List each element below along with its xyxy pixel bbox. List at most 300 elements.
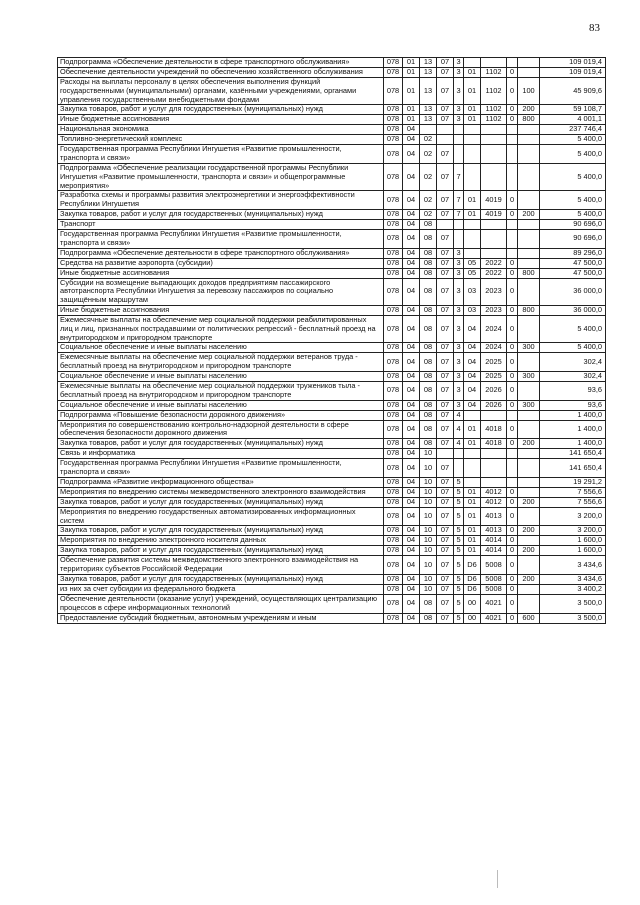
code-cell: 01 [403, 115, 420, 125]
code-cell: 04 [464, 400, 481, 410]
code-cell [454, 219, 464, 229]
code-cell: 04 [403, 536, 420, 546]
code-cell: 3 [454, 78, 464, 105]
table-row [58, 400, 606, 410]
table-row [58, 574, 606, 584]
code-cell: 08 [420, 439, 437, 449]
code-cell: 13 [420, 105, 437, 115]
amount-cell: 1 600,0 [540, 536, 606, 546]
code-cell: 078 [384, 546, 403, 556]
code-cell: 08 [420, 400, 437, 410]
code-cell: 01 [464, 105, 481, 115]
code-cell: 200 [518, 105, 540, 115]
code-cell: 2023 [481, 305, 507, 315]
page-number: 83 [589, 22, 600, 34]
code-cell: 078 [384, 305, 403, 315]
code-cell: 04 [403, 343, 420, 353]
amount-cell: 302,4 [540, 353, 606, 372]
code-cell: 07 [437, 305, 454, 315]
code-cell: 04 [464, 381, 481, 400]
amount-cell: 7 556,6 [540, 487, 606, 497]
table-row [58, 229, 606, 248]
code-cell: 04 [464, 343, 481, 353]
code-cell [437, 125, 454, 135]
code-cell: 08 [420, 219, 437, 229]
code-cell: 5 [454, 497, 464, 507]
code-cell: 08 [420, 268, 437, 278]
code-cell: 07 [437, 439, 454, 449]
code-cell [518, 536, 540, 546]
row-name: Связь и информатика [58, 449, 384, 459]
code-cell: 07 [437, 315, 454, 342]
code-cell: 08 [420, 305, 437, 315]
code-cell: 03 [464, 305, 481, 315]
code-cell [507, 125, 518, 135]
code-cell: 4 [454, 439, 464, 449]
code-cell: 08 [420, 229, 437, 248]
code-cell [507, 229, 518, 248]
row-name: Ежемесячные выплаты на обеспечение мер социальной поддержки ветеранов труда - бесплатный проезд на внутригородском и пригородном транспорте [58, 353, 384, 372]
code-cell: 0 [507, 343, 518, 353]
code-cell: 4021 [481, 613, 507, 623]
code-cell: 04 [403, 248, 420, 258]
code-cell: 0 [507, 381, 518, 400]
table-row [58, 343, 606, 353]
code-cell: 2026 [481, 381, 507, 400]
code-cell: 2025 [481, 371, 507, 381]
code-cell: 3 [454, 68, 464, 78]
code-cell [507, 219, 518, 229]
code-cell [437, 135, 454, 145]
code-cell: 078 [384, 526, 403, 536]
code-cell: 3 [454, 105, 464, 115]
code-cell [481, 163, 507, 190]
code-cell: 4 [454, 410, 464, 420]
code-cell: 01 [464, 497, 481, 507]
code-cell: 078 [384, 78, 403, 105]
code-cell: 3 [454, 115, 464, 125]
row-name: Разработка схемы и программы развития электроэнергетики и энергоэффективности Республики Ингушетия [58, 191, 384, 210]
code-cell: 01 [464, 78, 481, 105]
row-name: Расходы на выплаты персоналу в целях обеспечения выполнения функций государственными (муниципальными) органами, казёнными учреждениями, органами управления государственными внебюджетными фондами [58, 78, 384, 105]
code-cell [518, 58, 540, 68]
code-cell: 5 [454, 536, 464, 546]
code-cell [518, 191, 540, 210]
code-cell: 4021 [481, 594, 507, 613]
code-cell [518, 487, 540, 497]
code-cell: 4012 [481, 487, 507, 497]
code-cell [420, 125, 437, 135]
code-cell: 01 [464, 546, 481, 556]
code-cell: 02 [420, 163, 437, 190]
code-cell: 078 [384, 477, 403, 487]
code-cell [518, 594, 540, 613]
code-cell [518, 125, 540, 135]
table-row [58, 381, 606, 400]
code-cell: 04 [403, 477, 420, 487]
row-name: Иные бюджетные ассигнования [58, 115, 384, 125]
row-name: Социальное обеспечение и иные выплаты населению [58, 343, 384, 353]
amount-cell: 36 000,0 [540, 305, 606, 315]
code-cell [518, 420, 540, 439]
code-cell [518, 258, 540, 268]
row-name: Государственная программа Республики Ингушетия «Развитие промышленности, транспорта и связи» [58, 145, 384, 164]
code-cell: 02 [420, 209, 437, 219]
code-cell: 10 [420, 497, 437, 507]
code-cell: 078 [384, 507, 403, 526]
code-cell [481, 58, 507, 68]
code-cell: 4 [454, 420, 464, 439]
code-cell: 5 [454, 546, 464, 556]
code-cell: 3 [454, 381, 464, 400]
table-row [58, 78, 606, 105]
code-cell: 4013 [481, 526, 507, 536]
code-cell [507, 410, 518, 420]
code-cell [464, 248, 481, 258]
table-row [58, 191, 606, 210]
code-cell [507, 145, 518, 164]
row-name: Подпрограмма «Развитие информационного общества» [58, 477, 384, 487]
code-cell: 10 [420, 584, 437, 594]
code-cell: 04 [403, 258, 420, 268]
code-cell: 0 [507, 497, 518, 507]
code-cell: 078 [384, 58, 403, 68]
table-row [58, 487, 606, 497]
code-cell [481, 145, 507, 164]
code-cell: 3 [454, 258, 464, 268]
code-cell: 13 [420, 115, 437, 125]
code-cell [454, 459, 464, 478]
code-cell: 078 [384, 613, 403, 623]
table-row [58, 58, 606, 68]
row-name: Социальное обеспечение и иные выплаты населению [58, 400, 384, 410]
code-cell [507, 163, 518, 190]
code-cell: 200 [518, 526, 540, 536]
code-cell: 01 [403, 78, 420, 105]
code-cell: 4019 [481, 209, 507, 219]
row-name: Закупка товаров, работ и услуг для государственных (муниципальных) нужд [58, 526, 384, 536]
row-name: Обеспечение развития системы межведомственного электронного взаимодействия на территориях субъектов Российской Федерации [58, 556, 384, 575]
code-cell: 01 [464, 68, 481, 78]
amount-cell: 237 746,4 [540, 125, 606, 135]
code-cell: 07 [437, 78, 454, 105]
code-cell: 07 [437, 381, 454, 400]
code-cell: 03 [464, 278, 481, 305]
table-row [58, 556, 606, 575]
code-cell: 0 [507, 420, 518, 439]
row-name: Ежемесячные выплаты на обеспечение мер социальной поддержки реабилитированных лиц и лиц, признанных пострадавшими от политических репрессий - бесплатный проезд на внутригородском и пригородном транспорте [58, 315, 384, 342]
code-cell: 078 [384, 594, 403, 613]
code-cell: 04 [403, 613, 420, 623]
code-cell: 00 [464, 613, 481, 623]
code-cell: 0 [507, 268, 518, 278]
code-cell: 10 [420, 526, 437, 536]
code-cell: 08 [420, 258, 437, 268]
row-name: Государственная программа Республики Ингушетия «Развитие промышленности, транспорта и связи» [58, 229, 384, 248]
code-cell: 3 [454, 371, 464, 381]
amount-cell: 141 650,4 [540, 459, 606, 478]
code-cell: 078 [384, 556, 403, 575]
code-cell: 0 [507, 353, 518, 372]
code-cell [507, 248, 518, 258]
table-row [58, 594, 606, 613]
code-cell [518, 219, 540, 229]
code-cell: 04 [403, 229, 420, 248]
row-name: Топливно-энергетический комплекс [58, 135, 384, 145]
code-cell: 08 [420, 371, 437, 381]
code-cell: 4018 [481, 439, 507, 449]
code-cell: 04 [403, 459, 420, 478]
code-cell: 04 [403, 439, 420, 449]
code-cell: 00 [464, 594, 481, 613]
code-cell: 01 [464, 209, 481, 219]
code-cell [518, 507, 540, 526]
code-cell [518, 315, 540, 342]
code-cell [464, 163, 481, 190]
code-cell: 01 [464, 439, 481, 449]
code-cell: 04 [403, 526, 420, 536]
row-name: Национальная экономика [58, 125, 384, 135]
code-cell: 0 [507, 209, 518, 219]
amount-cell: 89 296,0 [540, 248, 606, 258]
table-row [58, 613, 606, 623]
code-cell: 07 [437, 209, 454, 219]
code-cell: 01 [464, 191, 481, 210]
code-cell: 01 [403, 58, 420, 68]
code-cell: 078 [384, 248, 403, 258]
code-cell: 5 [454, 487, 464, 497]
code-cell [464, 219, 481, 229]
table-row [58, 353, 606, 372]
code-cell: 5008 [481, 574, 507, 584]
code-cell: 5 [454, 594, 464, 613]
code-cell: 100 [518, 78, 540, 105]
row-name: Транспорт [58, 219, 384, 229]
code-cell: 01 [403, 68, 420, 78]
code-cell: 300 [518, 400, 540, 410]
table-row [58, 497, 606, 507]
code-cell: 078 [384, 315, 403, 342]
code-cell: 0 [507, 115, 518, 125]
code-cell: 078 [384, 487, 403, 497]
code-cell: 07 [437, 584, 454, 594]
code-cell: 07 [437, 459, 454, 478]
code-cell: 07 [437, 556, 454, 575]
code-cell [464, 135, 481, 145]
code-cell: 078 [384, 584, 403, 594]
row-name: Подпрограмма «Обеспечение деятельности в сфере транспортного обслуживания» [58, 58, 384, 68]
row-name: Обеспечение деятельности учреждений по обеспечению хозяйственного обслуживания [58, 68, 384, 78]
code-cell: 04 [403, 507, 420, 526]
code-cell: 2024 [481, 343, 507, 353]
code-cell: 05 [464, 258, 481, 268]
amount-cell: 5 400,0 [540, 163, 606, 190]
code-cell: 0 [507, 536, 518, 546]
code-cell [518, 278, 540, 305]
code-cell [518, 584, 540, 594]
code-cell: 08 [420, 420, 437, 439]
code-cell: 078 [384, 125, 403, 135]
code-cell: 078 [384, 105, 403, 115]
code-cell: 5 [454, 613, 464, 623]
code-cell: 0 [507, 78, 518, 105]
code-cell: 01 [464, 420, 481, 439]
amount-cell: 141 650,4 [540, 449, 606, 459]
row-name: Мероприятия по внедрению электронного носителя данных [58, 536, 384, 546]
code-cell: 078 [384, 115, 403, 125]
scan-artifact [497, 870, 498, 888]
code-cell: 4014 [481, 536, 507, 546]
table-row [58, 115, 606, 125]
code-cell: 200 [518, 574, 540, 584]
code-cell [518, 163, 540, 190]
code-cell: 0 [507, 371, 518, 381]
code-cell: 078 [384, 209, 403, 219]
code-cell: 0 [507, 574, 518, 584]
code-cell: 2024 [481, 315, 507, 342]
code-cell [464, 125, 481, 135]
code-cell: 5008 [481, 584, 507, 594]
code-cell: 04 [464, 315, 481, 342]
code-cell: 07 [437, 258, 454, 268]
code-cell: 07 [437, 229, 454, 248]
amount-cell: 5 400,0 [540, 135, 606, 145]
code-cell: 3 [454, 278, 464, 305]
code-cell: 200 [518, 439, 540, 449]
row-name: Иные бюджетные ассигнования [58, 268, 384, 278]
code-cell: 5 [454, 584, 464, 594]
code-cell [464, 145, 481, 164]
row-name: Мероприятия по внедрению государственных автоматизированных информационных систем [58, 507, 384, 526]
code-cell: 078 [384, 258, 403, 268]
table-row [58, 125, 606, 135]
code-cell: 07 [437, 145, 454, 164]
code-cell: 078 [384, 371, 403, 381]
table-row [58, 305, 606, 315]
code-cell: 10 [420, 487, 437, 497]
amount-cell: 1 600,0 [540, 546, 606, 556]
code-cell: 08 [420, 353, 437, 372]
code-cell: 07 [437, 58, 454, 68]
code-cell [481, 219, 507, 229]
code-cell: 2026 [481, 400, 507, 410]
code-cell: 078 [384, 410, 403, 420]
code-cell [507, 58, 518, 68]
code-cell [518, 459, 540, 478]
code-cell: 07 [437, 268, 454, 278]
code-cell: 02 [420, 135, 437, 145]
code-cell: 08 [420, 410, 437, 420]
code-cell [454, 145, 464, 164]
code-cell: 5 [454, 526, 464, 536]
code-cell: 078 [384, 400, 403, 410]
code-cell: 04 [403, 163, 420, 190]
code-cell: 800 [518, 115, 540, 125]
code-cell: 10 [420, 507, 437, 526]
code-cell: 04 [464, 371, 481, 381]
code-cell: 0 [507, 526, 518, 536]
code-cell: 0 [507, 487, 518, 497]
table-row [58, 278, 606, 305]
amount-cell: 5 400,0 [540, 343, 606, 353]
code-cell: 13 [420, 58, 437, 68]
code-cell: 04 [403, 546, 420, 556]
amount-cell: 1 400,0 [540, 410, 606, 420]
code-cell [481, 229, 507, 248]
code-cell: 04 [403, 278, 420, 305]
amount-cell: 90 696,0 [540, 219, 606, 229]
code-cell: 078 [384, 163, 403, 190]
amount-cell: 3 434,6 [540, 556, 606, 575]
amount-cell: 90 696,0 [540, 229, 606, 248]
code-cell: 4019 [481, 191, 507, 210]
table-body [58, 58, 606, 624]
table-row [58, 315, 606, 342]
code-cell [481, 125, 507, 135]
amount-cell: 1 400,0 [540, 439, 606, 449]
code-cell [481, 477, 507, 487]
code-cell: 07 [437, 546, 454, 556]
code-cell: 04 [403, 135, 420, 145]
code-cell: 0 [507, 305, 518, 315]
code-cell: 078 [384, 381, 403, 400]
code-cell: 07 [437, 400, 454, 410]
table-row [58, 584, 606, 594]
code-cell: 5 [454, 556, 464, 575]
code-cell: 800 [518, 268, 540, 278]
table-row [58, 449, 606, 459]
code-cell: 3 [454, 58, 464, 68]
code-cell [464, 477, 481, 487]
code-cell: 04 [403, 497, 420, 507]
code-cell [481, 135, 507, 145]
row-name: Субсидии на возмещение выпадающих доходов предприятиям пассажирского автотранспорта Республики Ингушетия за перевозку пассажиров по социально защищённым маршрутам [58, 278, 384, 305]
code-cell: 0 [507, 315, 518, 342]
code-cell: 078 [384, 68, 403, 78]
table-row [58, 507, 606, 526]
row-name: Иные бюджетные ассигнования [58, 305, 384, 315]
table-row [58, 268, 606, 278]
table-row [58, 371, 606, 381]
code-cell: 04 [403, 410, 420, 420]
table-row [58, 420, 606, 439]
row-name: Обеспечение деятельности (оказание услуг) учреждений, осуществляющих централизацию процессов в сфере информационных технологий [58, 594, 384, 613]
code-cell [518, 229, 540, 248]
code-cell: 10 [420, 574, 437, 584]
code-cell [507, 135, 518, 145]
code-cell: 078 [384, 497, 403, 507]
amount-cell: 4 001,1 [540, 115, 606, 125]
code-cell: 04 [464, 353, 481, 372]
code-cell: 078 [384, 574, 403, 584]
code-cell: 04 [403, 400, 420, 410]
table-row [58, 135, 606, 145]
row-name: Закупка товаров, работ и услуг для государственных (муниципальных) нужд [58, 439, 384, 449]
amount-cell: 59 108,7 [540, 105, 606, 115]
code-cell: 10 [420, 536, 437, 546]
code-cell: 08 [420, 278, 437, 305]
amount-cell: 5 400,0 [540, 145, 606, 164]
amount-cell: 5 400,0 [540, 315, 606, 342]
code-cell: 10 [420, 477, 437, 487]
row-name: Подпрограмма «Обеспечение реализации государственной программы Республики Ингушетия «Развитие промышленности, транспорта и связи» и общепрограммные мероприятия» [58, 163, 384, 190]
code-cell [518, 477, 540, 487]
code-cell: 10 [420, 546, 437, 556]
code-cell: 04 [403, 594, 420, 613]
amount-cell: 3 500,0 [540, 594, 606, 613]
table-row [58, 145, 606, 164]
code-cell: 0 [507, 258, 518, 268]
